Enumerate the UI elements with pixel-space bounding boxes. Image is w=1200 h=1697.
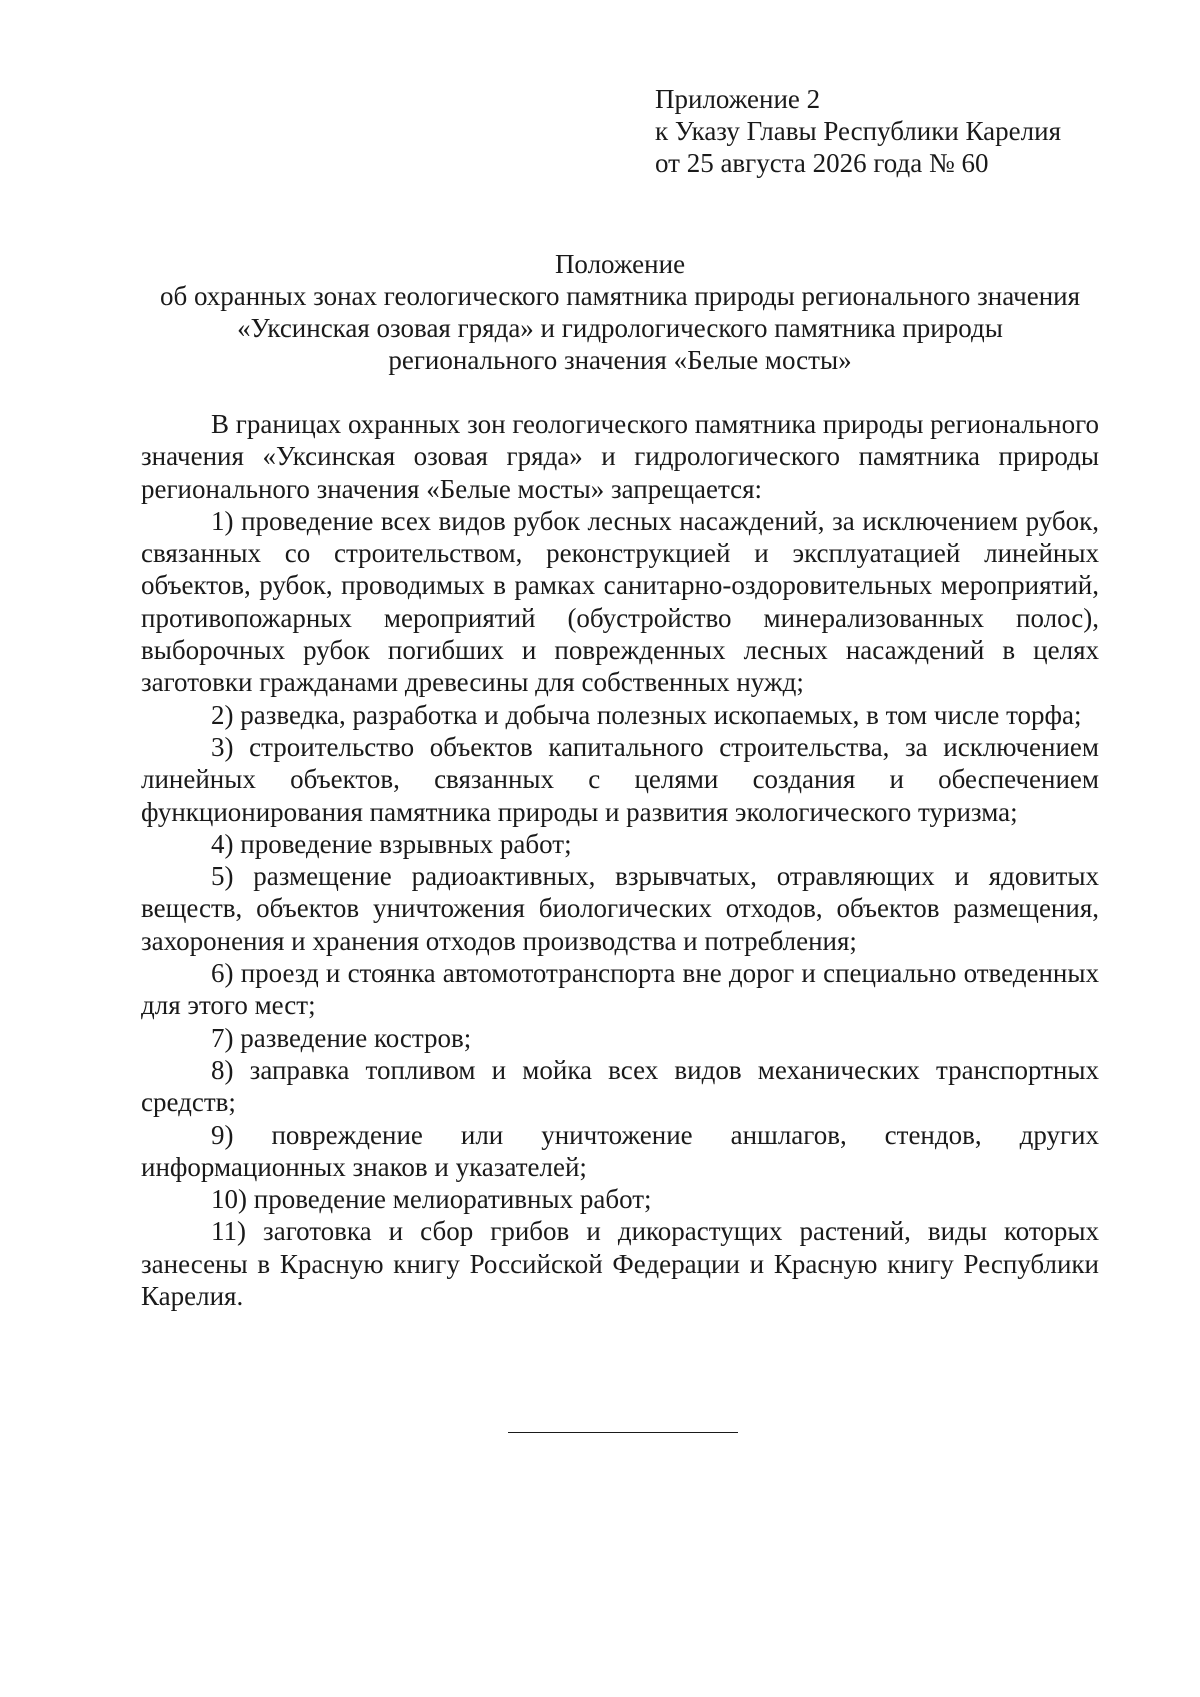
list-item: 9) повреждение или уничтожение аншлагов, стендов, других информационных знаков и указателей; (141, 1119, 1099, 1182)
list-item: 2) разведка, разработка и добыча полезных ископаемых, в том числе торфа; (211, 699, 1082, 730)
list-item: 4) проведение взрывных работ; (211, 828, 572, 859)
list-item: 5) размещение радиоактивных, взрывчатых, отравляющих и ядовитых веществ, объектов уничтожения биологических отходов, объектов размещения, захоронения и хранения отходов производства и потребления; (141, 861, 1099, 956)
list-item: 7) разведение костров; (211, 1022, 472, 1053)
intro-paragraph: В границах охранных зон геологического памятника природы регионального значения «Уксинская озовая гряда» и гидрологического памятника природы регионального значения «Белые мосты» запрещается: (141, 409, 1099, 504)
document-subtitle: об охранных зонах геологического памятника природы регионального значения «Уксинская озовая гряда» и гидрологического памятника природы регионального значения «Белые мосты» (159, 281, 1081, 375)
list-item: 1) проведение всех видов рубок лесных насаждений, за исключением рубок, связанных со строительством, реконструкцией и эксплуатацией линейных объектов, рубок, проводимых в рамках санитарно-оздоровительных мероприятий, противопожарных мероприятий (обустройство минерализованных полос), выборочных рубок погибших и поврежденных лесных насаждений в целях заготовки гражданами древесины для собственных нужд; (141, 505, 1099, 698)
end-separator-line (508, 1432, 738, 1433)
list-item: 8) заправка топливом и мойка всех видов механических транспортных средств; (141, 1054, 1099, 1118)
list-item: 10) проведение мелиоративных работ; (211, 1184, 652, 1215)
appendix-label: Приложение 2 (655, 84, 821, 114)
document-body (141, 408, 1099, 1312)
document-title-block (140, 248, 1100, 376)
appendix-header (655, 83, 1061, 179)
appendix-decree: к Указу Главы Республики Карелия (655, 116, 1061, 146)
list-item: 6) проезд и стоянка автомототранспорта вне дорог и специально отведенных для этого мест; (141, 958, 1099, 1021)
list-item: 3) строительство объектов капитального строительства, за исключением линейных объектов, связанных с целями создания и обеспечением функционирования памятника природы и развития экологического туризма; (141, 731, 1099, 827)
list-item: 11) заготовка и сбор грибов и дикорастущих растений, виды которых занесены в Красную книгу Российской Федерации и Красную книгу Республики Карелия. (141, 1216, 1099, 1312)
appendix-date: от 25 августа 2026 года № 60 (655, 148, 989, 178)
document-title: Положение (554, 249, 686, 279)
